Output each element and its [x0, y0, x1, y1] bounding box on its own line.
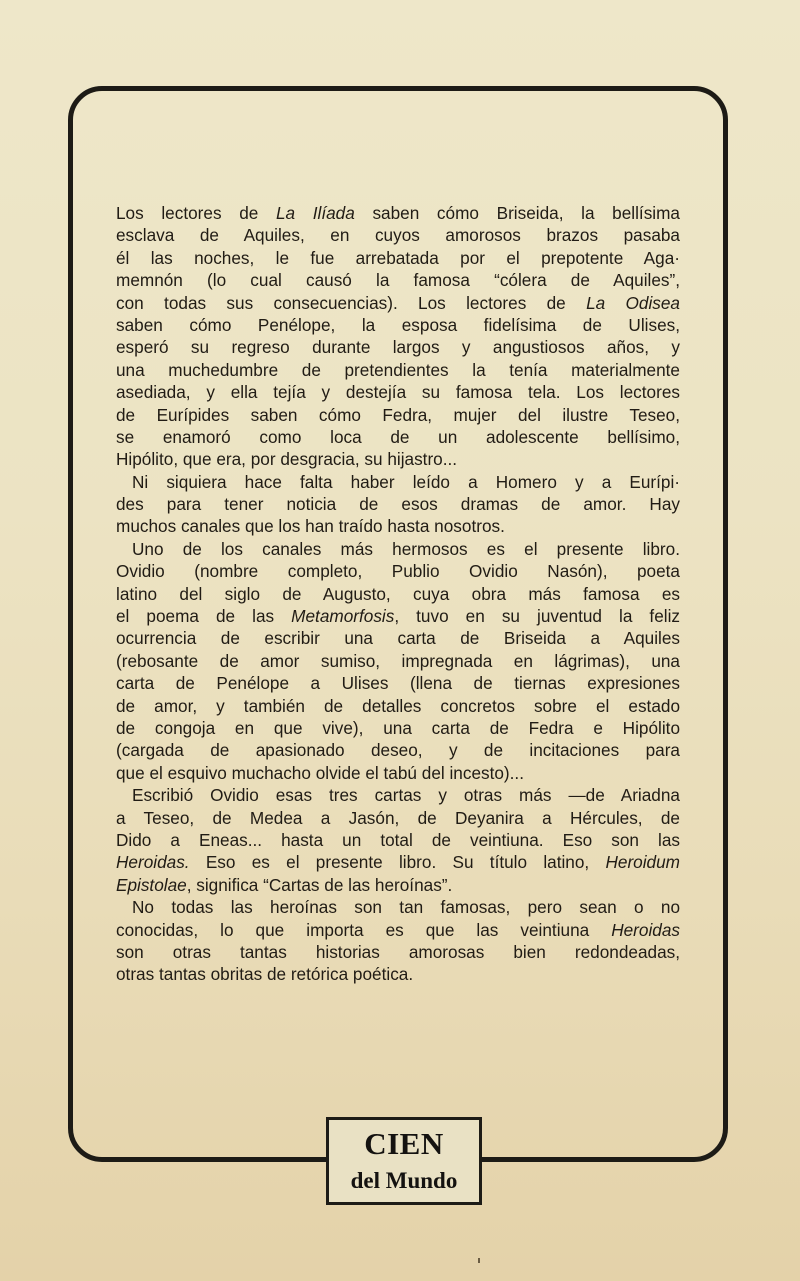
text-line — [116, 202, 680, 224]
text-line — [116, 941, 680, 963]
italic-title: Heroidas. — [116, 852, 190, 873]
text-run: Uno de los canales más hermosos es el presente libro. — [132, 538, 680, 559]
text-line — [116, 560, 680, 582]
paper-speck — [478, 1258, 480, 1263]
text-line — [116, 448, 680, 470]
text-line — [116, 292, 680, 314]
text-line — [116, 515, 680, 537]
text-line — [116, 650, 680, 672]
text-run: a Teseo, de Medea a Jasón, de Deyanira a Hércules, de — [116, 807, 680, 828]
text-run: Eso es el presente libro. Su título latino, — [189, 852, 606, 873]
text-run: de amor, y también de detalles concretos sobre el estado — [116, 695, 680, 716]
text-run: , significa “Cartas de las heroínas”. — [186, 874, 453, 895]
text-line — [116, 404, 680, 426]
text-run: latino del siglo de Augusto, cuya obra más famosa es — [116, 583, 680, 604]
text-run: son otras tantas historias amorosas bien redondeadas, — [116, 941, 680, 962]
text-run: des para tener noticia de esos dramas de amor. Hay — [116, 494, 680, 515]
text-run: que el esquivo muchacho olvide el tabú del incesto)... — [116, 762, 524, 783]
italic-title: La Ilíada — [275, 203, 355, 223]
text-line — [116, 896, 680, 918]
text-run: Hipólito, que era, por desgracia, su hijastro... — [116, 449, 458, 470]
text-run: de Eurípides saben cómo Fedra, mujer del ilustre Teseo, — [116, 404, 680, 425]
text-line — [116, 807, 680, 829]
text-line — [116, 963, 680, 985]
text-line — [116, 538, 680, 560]
text-run: ocurrencia de escribir una carta de Briseida a Aquiles — [116, 628, 680, 649]
text-line — [116, 381, 680, 403]
text-run: esperó su regreso durante largos y angustiosos años, y — [116, 337, 680, 358]
text-run: (rebosante de amor sumiso, impregnada en lágrimas), una — [116, 650, 680, 671]
text-line — [116, 762, 680, 784]
text-run: esclava de Aquiles, en cuyos amorosos brazos pasaba — [116, 225, 680, 246]
text-run: Ni siquiera hace falta haber leído a Homero y a Eurípi· — [132, 471, 680, 492]
italic-title: Heroidum — [605, 852, 680, 873]
text-line — [116, 739, 680, 761]
text-line — [116, 359, 680, 381]
text-line — [116, 672, 680, 694]
text-run: carta de Penélope a Ulises (llena de tiernas expresiones — [116, 673, 680, 694]
text-run: (cargada de apasionado deseo, y de incitaciones para — [116, 740, 680, 761]
series-logo-subtitle: del Mundo — [350, 1168, 458, 1193]
text-line — [116, 493, 680, 515]
text-run: con todas sus consecuencias). Los lectores de — [116, 292, 587, 313]
text-run: Los lectores de — [116, 203, 276, 223]
text-line — [116, 314, 680, 336]
text-run: muchos canales que los han traído hasta nosotros. — [116, 516, 505, 537]
text-run: saben cómo Penélope, la esposa fidelísima de Ulises, — [116, 314, 680, 335]
text-line — [116, 851, 680, 873]
text-run: se enamoró como loca de un adolescente bellísimo, — [116, 426, 680, 447]
text-line — [116, 269, 680, 291]
text-run: Ovidio (nombre completo, Publio Ovidio Nasón), poeta — [116, 561, 680, 582]
italic-title: Heroidas — [611, 919, 680, 940]
back-cover-text — [116, 202, 680, 986]
text-run: No todas las heroínas son tan famosas, pero sean o no — [132, 897, 680, 918]
text-run: Escribió Ovidio esas tres cartas y otras más —de Ariadna — [132, 785, 680, 806]
text-run: saben cómo Briseida, la bellísima — [354, 203, 680, 223]
text-line — [116, 919, 680, 941]
text-line — [116, 247, 680, 269]
text-line — [116, 605, 680, 627]
text-run: de congoja en que vive), una carta de Fedra e Hipólito — [116, 717, 680, 738]
text-line — [116, 874, 680, 896]
text-line — [116, 717, 680, 739]
text-line — [116, 583, 680, 605]
text-run: asediada, y ella tejía y destejía su famosa tela. Los lectores — [116, 382, 680, 403]
text-run: memnón (lo cual causó la famosa “cólera de Aquiles”, — [116, 270, 680, 291]
text-run: una muchedumbre de pretendientes la tenía materialmente — [116, 359, 680, 380]
italic-title: Epistolae — [116, 874, 187, 895]
text-run: Dido a Eneas... hasta un total de veintiuna. Eso son las — [116, 829, 680, 850]
text-line — [116, 336, 680, 358]
text-run: , tuvo en su juventud la feliz — [394, 606, 681, 627]
text-line — [116, 784, 680, 806]
italic-title: La Odisea — [586, 292, 680, 313]
text-line — [116, 224, 680, 246]
text-run: conocidas, lo que importa es que las veintiuna — [116, 919, 612, 940]
text-line — [116, 426, 680, 448]
series-logo-box — [326, 1117, 482, 1205]
text-run: el poema de las — [116, 606, 292, 627]
text-line — [116, 627, 680, 649]
text-line — [116, 471, 680, 493]
italic-title: Metamorfosis — [291, 606, 395, 627]
text-line — [116, 695, 680, 717]
text-run: otras tantas obritas de retórica poética. — [116, 964, 414, 985]
text-run: él las noches, le fue arrebatada por el prepotente Aga· — [116, 247, 680, 268]
text-line — [116, 829, 680, 851]
series-logo-title: CIEN — [364, 1126, 444, 1161]
